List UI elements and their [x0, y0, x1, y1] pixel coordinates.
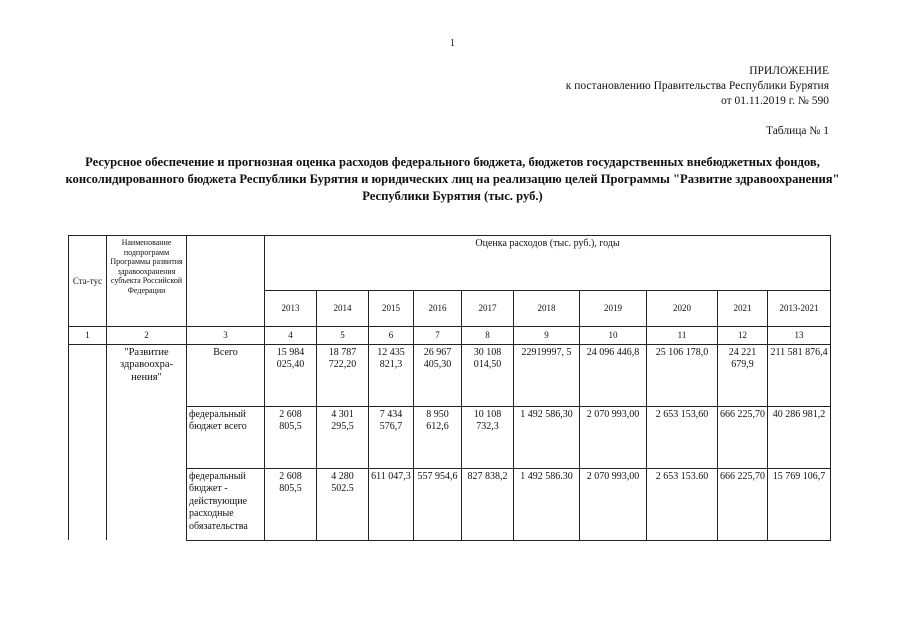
column-number: 2 — [107, 327, 187, 345]
value-cell: 40 286 981,2 — [768, 406, 831, 468]
year-header: 2015 — [369, 291, 414, 327]
column-number: 5 — [317, 327, 369, 345]
program-name: "Развитие здравоохра-нения" — [107, 344, 187, 540]
column-number: 8 — [462, 327, 514, 345]
value-cell: 2 608 805,5 — [265, 468, 317, 540]
value-cell: 1 492 586.30 — [514, 468, 580, 540]
header-row — [69, 236, 831, 291]
status-header: Ста-тус — [69, 236, 107, 327]
document-title: Ресурсное обеспечение и прогнозная оценка расходов федерального бюджета, бюджетов государственных внебюджетных фондов, консолидированного бюджета Республики Бурятия и юридических лиц на реализацию целей Программы "Развитие здравоохранения" Республики Бурятия (тыс. руб.) — [65, 155, 840, 203]
value-cell: 2 070 993,00 — [580, 468, 647, 540]
value-cell: 1 492 586,30 — [514, 406, 580, 468]
column-number: 3 — [187, 327, 265, 345]
column-number: 1 — [69, 327, 107, 345]
value-cell: 2 653 153.60 — [647, 468, 718, 540]
value-cell: 18 787 722,20 — [317, 344, 369, 406]
column-number: 10 — [580, 327, 647, 345]
value-cell: 26 967 405,30 — [414, 344, 462, 406]
name-header: Наименование подпрограмм Программы развития здравоохранения субъекта Российской Федерации — [107, 236, 187, 327]
value-cell: 2 608 805,5 — [265, 406, 317, 468]
value-cell: 4 280 502.5 — [317, 468, 369, 540]
approval-date: от 01.11.2019 г. № 590 — [721, 95, 829, 107]
approval-block — [566, 64, 829, 109]
budget-table — [68, 235, 831, 541]
column-number: 13 — [768, 327, 831, 345]
value-cell: 25 106 178,0 — [647, 344, 718, 406]
column-number: 4 — [265, 327, 317, 345]
value-cell: 15 984 025,40 — [265, 344, 317, 406]
value-cell: 7 434 576,7 — [369, 406, 414, 468]
table-number: Таблица № 1 — [765, 125, 829, 137]
table-row — [69, 344, 831, 406]
year-header: 2021 — [718, 291, 768, 327]
year-header: 2020 — [647, 291, 718, 327]
value-cell: 12 435 821,3 — [369, 344, 414, 406]
value-cell: 666 225,70 — [718, 406, 768, 468]
value-cell: 30 108 014,50 — [462, 344, 514, 406]
year-header: 2016 — [414, 291, 462, 327]
column-number: 7 — [414, 327, 462, 345]
value-cell: 15 769 106,7 — [768, 468, 831, 540]
approval-heading: ПРИЛОЖЕНИЕ — [749, 65, 829, 77]
value-cell: 2 653 153,60 — [647, 406, 718, 468]
value-cell: 10 108 732,3 — [462, 406, 514, 468]
value-cell: 4 301 295,5 — [317, 406, 369, 468]
column-number: 6 — [369, 327, 414, 345]
page-number: 1 — [450, 38, 455, 49]
column-number: 11 — [647, 327, 718, 345]
year-header: 2013-2021 — [768, 291, 831, 327]
year-header: 2019 — [580, 291, 647, 327]
value-cell: 2 070 993,00 — [580, 406, 647, 468]
year-header: 2017 — [462, 291, 514, 327]
column-number: 9 — [514, 327, 580, 345]
value-cell: 24 096 446,8 — [580, 344, 647, 406]
estimate-header: Оценка расходов (тыс. руб.), годы — [265, 236, 831, 291]
source-header — [187, 236, 265, 327]
row-label: федеральный бюджет - действующие расходные обязательства — [187, 468, 265, 540]
value-cell: 22919997, 5 — [514, 344, 580, 406]
column-numbers-row — [69, 327, 831, 345]
year-header: 2013 — [265, 291, 317, 327]
row-label: федеральный бюджет всего — [187, 406, 265, 468]
status-cell — [69, 344, 107, 540]
value-cell: 24 221 679,9 — [718, 344, 768, 406]
value-cell: 211 581 876,4 — [768, 344, 831, 406]
year-header: 2014 — [317, 291, 369, 327]
year-header: 2018 — [514, 291, 580, 327]
value-cell: 611 047,3 — [369, 468, 414, 540]
value-cell: 8 950 612,6 — [414, 406, 462, 468]
column-number: 12 — [718, 327, 768, 345]
value-cell: 666 225,70 — [718, 468, 768, 540]
value-cell: 827 838,2 — [462, 468, 514, 540]
value-cell: 557 954,6 — [414, 468, 462, 540]
approval-resolution: к постановлению Правительства Республики Бурятия — [565, 80, 829, 92]
row-label: Всего — [187, 344, 265, 406]
